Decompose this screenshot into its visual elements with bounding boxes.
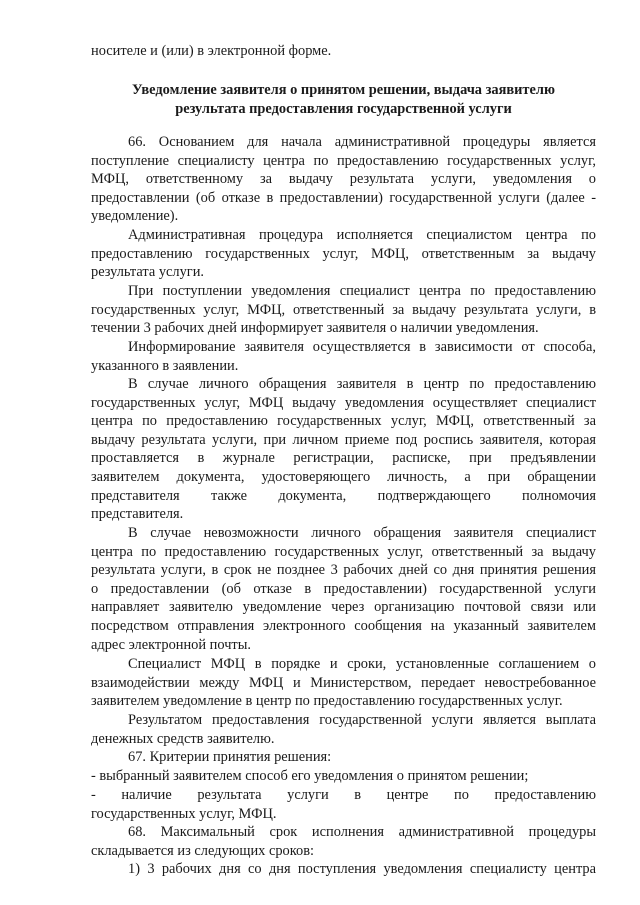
paragraph-line: В случае личного обращения заявителя в центр по предоставлению (128, 376, 596, 392)
paragraph (91, 524, 596, 654)
paragraph-line: государственных услуг, МФЦ. (91, 805, 277, 822)
paragraph-line: - выбранный заявителем способ его уведомления о принятом решении; (91, 768, 529, 784)
heading-line-1: Уведомление заявителя о принятом решении, выдача заявителю (132, 82, 555, 98)
paragraph-line: государственных услуг, МФЦ, ответственный за выдачу результата услуги, в (91, 301, 596, 318)
paragraph-line: Информирование заявителя осуществляется в зависимости от способа, (128, 339, 596, 355)
paragraph-line: предоставлению государственных услуг, МФЦ, ответственным за выдачу (91, 245, 596, 262)
paragraph-line: заявителем документа, удостоверяющего личность, а при обращении (91, 468, 596, 485)
paragraph (91, 375, 596, 524)
paragraph-line: Специалист МФЦ в порядке и сроки, установленные соглашением о (128, 656, 596, 672)
paragraph-line: 1) 3 рабочих дня со дня поступления уведомления специалисту центра (128, 861, 596, 877)
paragraph-line: указанного в заявлении. (91, 357, 239, 374)
paragraph-line: представителя также документа, подтверждающего полномочия (91, 487, 596, 504)
paragraph-line: Административная процедура исполняется специалистом центра по (128, 227, 596, 243)
paragraph-line: центра по предоставлению государственных услуг, ответственный за выдачу (91, 543, 596, 560)
paragraph (91, 655, 596, 711)
paragraph-line: посредством отправления электронного сообщения на указанный заявителем (91, 617, 596, 634)
paragraph-line: результата услуги, в срок не позднее 3 рабочих дней со дня принятия решения (91, 562, 596, 579)
paragraph (91, 767, 596, 786)
paragraph-line: выдачу результата услуги, при личном приеме под роспись заявителя, которая (91, 431, 596, 448)
paragraph-line: результата услуги. (91, 264, 204, 281)
paragraph (91, 711, 596, 748)
paragraph-line: 66. Основанием для начала административной процедуры является (128, 134, 596, 150)
paragraph-line: центра по предоставлению государственных услуг, МФЦ, ответственный за (91, 413, 596, 430)
section-heading (91, 81, 596, 118)
paragraph-line: В случае невозможности личного обращения заявителя специалист (128, 525, 596, 541)
paragraph-line: государственных услуг, МФЦ выдачу уведомления осуществляет специалист (91, 394, 596, 411)
paragraph-line: о предоставлении (об отказе в предоставлении) государственной услуги (91, 580, 596, 597)
paragraph-line: денежных средств заявителю. (91, 730, 275, 747)
paragraph-line: проставляется в журнале регистрации, расписке, при предъявлении (91, 450, 596, 467)
paragraph-line: адрес электронной почты. (91, 636, 251, 653)
paragraph-line: уведомление). (91, 208, 179, 225)
paragraph-line: направляет заявителю уведомление через организацию почтовой связи или (91, 599, 596, 616)
heading-line-2: результата предоставления государственной услуги (175, 100, 512, 117)
paragraph (91, 282, 596, 338)
paragraph-line: 67. Критерии принятия решения: (128, 749, 332, 765)
paragraph-line: 68. Максимальный срок исполнения административной процедуры (128, 824, 596, 840)
paragraph-line: заявителем уведомление в центр по предоставлению государственных услуг. (91, 693, 563, 710)
paragraph-line: При поступлении уведомления специалист центра по предоставлению (128, 283, 596, 299)
paragraph-line: взаимодействии между МФЦ и Министерством, передает невостребованное (91, 674, 596, 691)
paragraph (91, 226, 596, 282)
paragraph (91, 823, 596, 860)
paragraph-line: течении 3 рабочих дней информирует заявителя о наличии уведомления. (91, 320, 539, 337)
paragraph (91, 338, 596, 375)
paragraph-line: представителя. (91, 506, 184, 523)
paragraph-line: поступление специалисту центра по предоставлению государственных услуг, (91, 152, 596, 169)
top-continuation-line: носителе и (или) в электронной форме. (91, 43, 332, 59)
paragraph-line: Результатом предоставления государственной услуги является выплата (128, 712, 596, 728)
paragraph-line: - наличие результата услуги в центре по предоставлению (91, 787, 596, 803)
paragraph (91, 786, 596, 823)
paragraph (91, 748, 596, 767)
paragraph-line: предоставлении (об отказе в предоставлении) государственной услуги (далее - (91, 189, 596, 206)
paragraph-line: складывается из следующих сроков: (91, 842, 315, 859)
paragraph (91, 133, 596, 226)
paragraph (91, 860, 596, 879)
paragraph-line: МФЦ, ответственному за выдачу результата услуги, уведомления о (91, 171, 596, 188)
